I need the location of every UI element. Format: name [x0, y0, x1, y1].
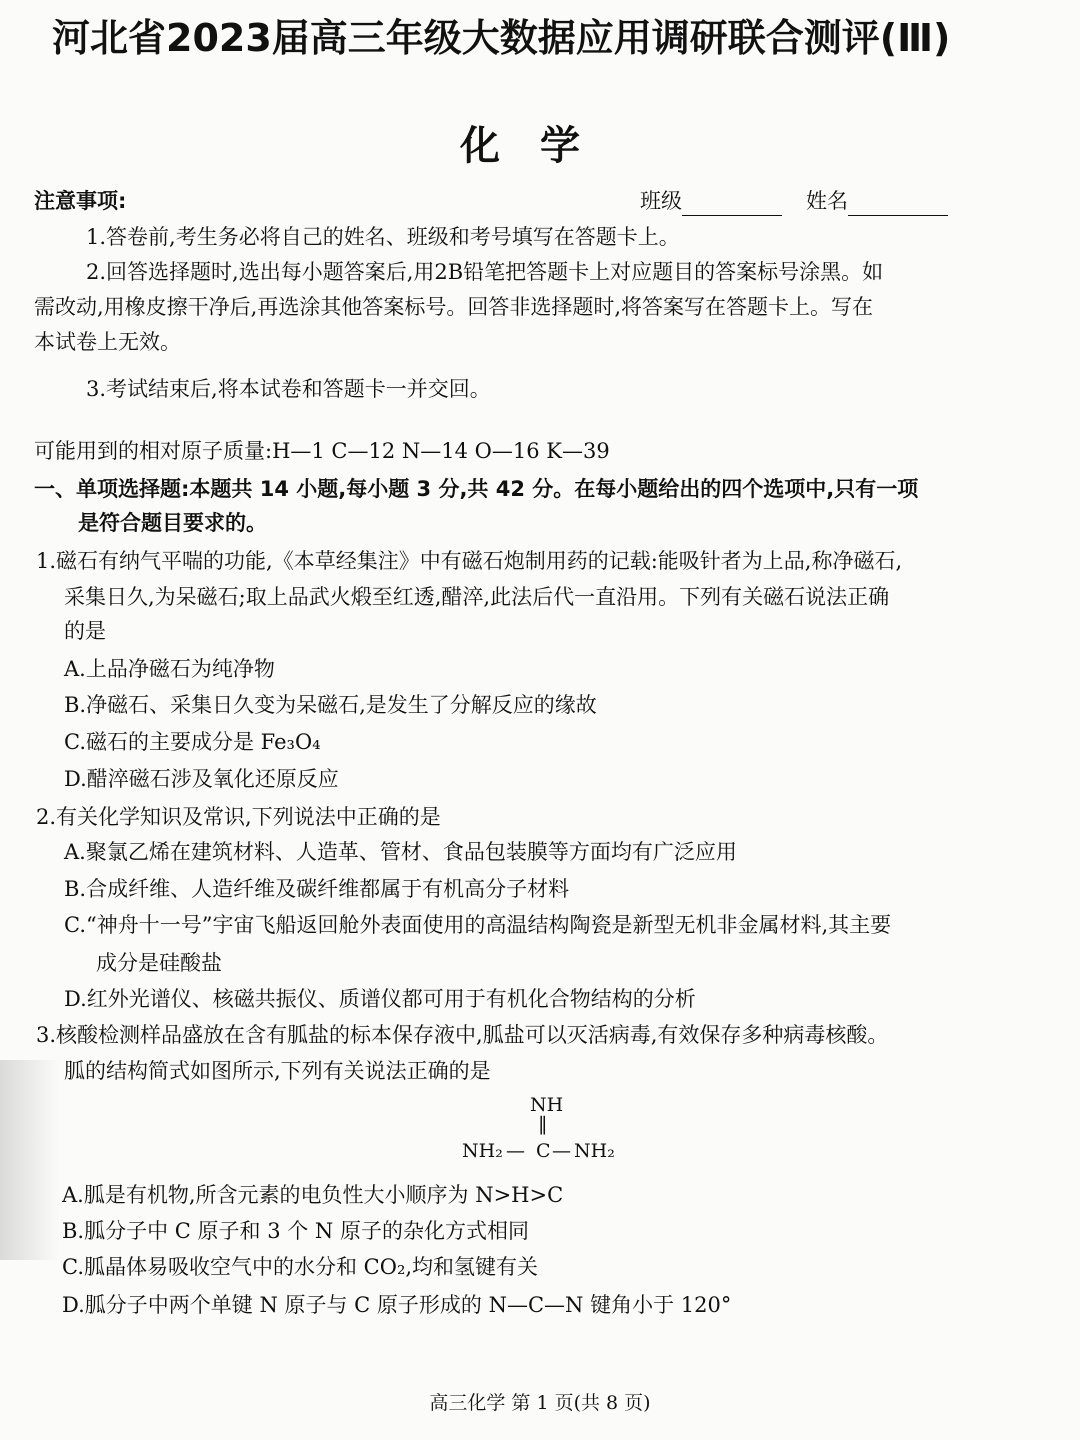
- notice-item: 3.考试结束后,将本试卷和答题卡一并交回。: [86, 377, 491, 401]
- atomic-masses: 可能用到的相对原子质量:H—1 C—12 N—14 O—16 K—39: [34, 439, 610, 463]
- class-blank: [682, 193, 782, 216]
- structure-carbon: C: [536, 1140, 551, 1162]
- notice-item: 2.回答选择题时,选出每小题答案后,用2B铅笔把答题卡上对应题目的答案标号涂黑。如: [86, 260, 884, 284]
- question-1-option-b: B.净磁石、采集日久变为呆磁石,是发生了分解反应的缘故: [64, 693, 597, 717]
- name-label: 姓名: [806, 189, 848, 213]
- structure-nh2-right: NH₂: [574, 1140, 615, 1162]
- question-3-stem: 3.核酸检测样品盛放在含有胍盐的标本保存液中,胍盐可以灭活病毒,有效保存多种病毒核酸。: [36, 1023, 889, 1047]
- page-footer: 高三化学 第 1 页(共 8 页): [429, 1392, 651, 1414]
- section-heading-cont: 是符合题目要求的。: [78, 511, 267, 535]
- section-heading: 一、单项选择题:本题共 14 小题,每小题 3 分,共 42 分。在每小题给出的四个选项中,只有一项: [34, 477, 919, 501]
- question-1-option-c: C.磁石的主要成分是 Fe₃O₄: [64, 730, 321, 754]
- question-1-option-a: A.上品净磁石为纯净物: [64, 657, 275, 681]
- notice-heading: 注意事项:: [34, 189, 127, 213]
- question-1-stem: 采集日久,为呆磁石;取上品武火煅至红透,醋淬,此法后代一直沿用。下列有关磁石说法正确: [64, 585, 890, 609]
- guanidine-structure: [458, 1094, 638, 1174]
- question-2-option-a: A.聚氯乙烯在建筑材料、人造革、管材、食品包装膜等方面均有广泛应用: [64, 840, 737, 864]
- name-blank: [848, 193, 948, 216]
- question-3-option-a: A.胍是有机物,所含元素的电负性大小顺序为 N>H>C: [62, 1183, 564, 1207]
- notice-item: 1.答卷前,考生务必将自己的姓名、班级和考号填写在答题卡上。: [86, 225, 680, 249]
- question-3-option-c: C.胍晶体易吸收空气中的水分和 CO₂,均和氢键有关: [62, 1255, 539, 1279]
- question-3-option-b: B.胍分子中 C 原子和 3 个 N 原子的杂化方式相同: [62, 1219, 529, 1243]
- structure-nh: NH: [530, 1094, 564, 1116]
- notice-item: 本试卷上无效。: [34, 330, 181, 354]
- question-3-option-d: D.胍分子中两个单键 N 原子与 C 原子形成的 N—C—N 键角小于 120°: [62, 1293, 732, 1317]
- question-2-option-c: C.“神舟十一号”宇宙飞船返回舱外表面使用的高温结构陶瓷是新型无机非金属材料,其主要: [64, 913, 892, 937]
- question-1-stem: 的是: [64, 619, 106, 643]
- exam-title: 河北省2023届高三年级大数据应用调研联合测评(Ⅲ): [52, 16, 951, 60]
- question-2-stem: 2.有关化学知识及常识,下列说法中正确的是: [36, 805, 441, 829]
- structure-double-bond: ‖: [538, 1113, 548, 1135]
- notice-item: 需改动,用橡皮擦干净后,再选涂其他答案标号。回答非选择题时,将答案写在答题卡上。写在: [34, 295, 874, 319]
- name-field: [806, 186, 948, 216]
- question-1-option-d: D.醋淬磁石涉及氧化还原反应: [64, 767, 339, 791]
- structure-bond-right: —: [552, 1140, 571, 1162]
- structure-nh2-left: NH₂: [462, 1140, 503, 1162]
- subject-title: 化学: [460, 123, 620, 169]
- class-label: 班级: [640, 189, 682, 213]
- question-3-stem: 胍的结构简式如图所示,下列有关说法正确的是: [64, 1059, 491, 1083]
- question-2-option-c-cont: 成分是硅酸盐: [96, 951, 222, 975]
- question-1-stem: 1.磁石有纳气平喘的功能,《本草经集注》中有磁石炮制用药的记载:能吸针者为上品,称净磁石,: [36, 549, 903, 573]
- scan-shadow: [0, 1060, 60, 1260]
- structure-bond-left: —: [506, 1140, 525, 1162]
- question-2-option-d: D.红外光谱仪、核磁共振仪、质谱仪都可用于有机化合物结构的分析: [64, 987, 696, 1011]
- question-2-option-b: B.合成纤维、人造纤维及碳纤维都属于有机高分子材料: [64, 877, 570, 901]
- class-field: [640, 186, 782, 216]
